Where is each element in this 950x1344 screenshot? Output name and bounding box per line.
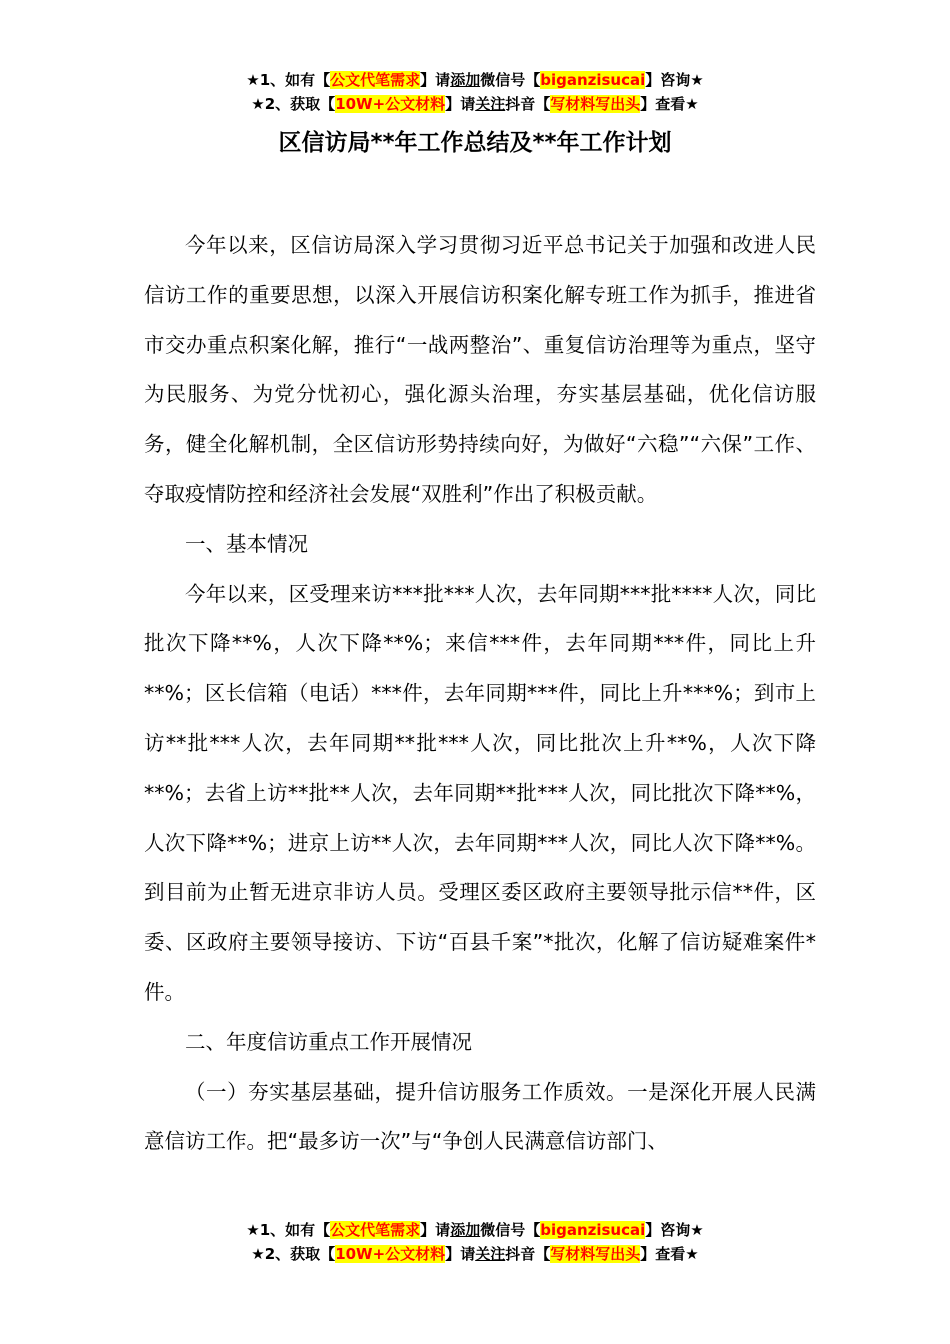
underlined-text: 关注 [475,95,506,113]
banner-line-1 [0,68,950,92]
banner-text: 抖音【 [505,95,551,113]
banner-text: ★1、如有【 [246,1221,331,1239]
banner-text: 微信号【 [480,1221,541,1239]
underlined-text: 添加 [450,71,481,89]
banner-text: 】咨询★ [645,1221,704,1239]
highlight-wechat-id: biganzisucai [540,71,646,89]
banner-text: 】请 [420,1221,451,1239]
banner-text: 微信号【 [480,71,541,89]
highlight-wechat-id: biganzisucai [540,1221,646,1239]
header-banner [0,68,950,116]
highlight-service: 公文代笔需求 [330,71,421,89]
document-title: 区信访局**年工作总结及**年工作计划 [278,130,672,156]
highlight-materials: 10W+公文材料 [335,1245,446,1263]
banner-text: 】咨询★ [645,71,704,89]
banner-text: 】请 [420,71,451,89]
subsection-paragraph: （一）夯实基层基础，提升信访服务工作质效。一是深化开展人民满意信访工作。把“最多访一次”与“争创人民满意信访部门、 [144,1079,816,1154]
footer-banner [0,1218,950,1266]
highlight-materials: 10W+公文材料 [335,95,446,113]
banner-line-2 [0,1242,950,1266]
banner-text: 抖音【 [505,1245,551,1263]
banner-text: 】请 [445,95,476,113]
highlight-service: 公文代笔需求 [330,1221,421,1239]
banner-text: 】请 [445,1245,476,1263]
banner-text: ★1、如有【 [246,71,331,89]
banner-line-1 [0,1218,950,1242]
banner-line-2 [0,92,950,116]
section-heading-2: 二、年度信访重点工作开展情况 [185,1029,472,1054]
banner-text: ★2、获取【 [251,1245,336,1263]
underlined-text: 关注 [475,1245,506,1263]
document-body [144,221,816,1167]
underlined-text: 添加 [450,1221,481,1239]
statistics-paragraph: 今年以来，区受理来访***批***人次，去年同期***批****人次，同比批次下降**%，人次下降**%；来信***件，去年同期***件，同比上升**%；区长信箱（电话）***件，去年同期***件，同比上升***%；到市上访**批***人次，去年同期**批***人次，同比批次上升**%，人次下降**%；去省上访**批**人次，去年同期**批***人次，同比批次下降**%，人次下降**%；进京上访**人次，去年同期***人次，同比人次下降**%。到目前为止暂无进京非访人员。受理区委区政府主要领导批示信**件，区委、区政府主要领导接访、下访“百县千案”*批次，化解了信访疑难案件*件。 [144,581,816,1004]
banner-text: 】查看★ [640,95,699,113]
banner-text: ★2、获取【 [251,95,336,113]
banner-text: 】查看★ [640,1245,699,1263]
highlight-account: 写材料写出头 [550,1245,641,1263]
highlight-account: 写材料写出头 [550,95,641,113]
section-heading-1: 一、基本情况 [185,531,308,556]
intro-paragraph: 今年以来，区信访局深入学习贯彻习近平总书记关于加强和改进人民信访工作的重要思想，以深入开展信访积案化解专班工作为抓手，推进省市交办重点积案化解，推行“一战两整治”、重复信访治理等为重点，坚守为民服务、为党分忧初心，强化源头治理，夯实基层基础，优化信访服务，健全化解机制，全区信访形势持续向好，为做好“六稳”“六保”工作、夺取疫情防控和经济社会发展“双胜利”作出了积极贡献。 [144,233,816,506]
